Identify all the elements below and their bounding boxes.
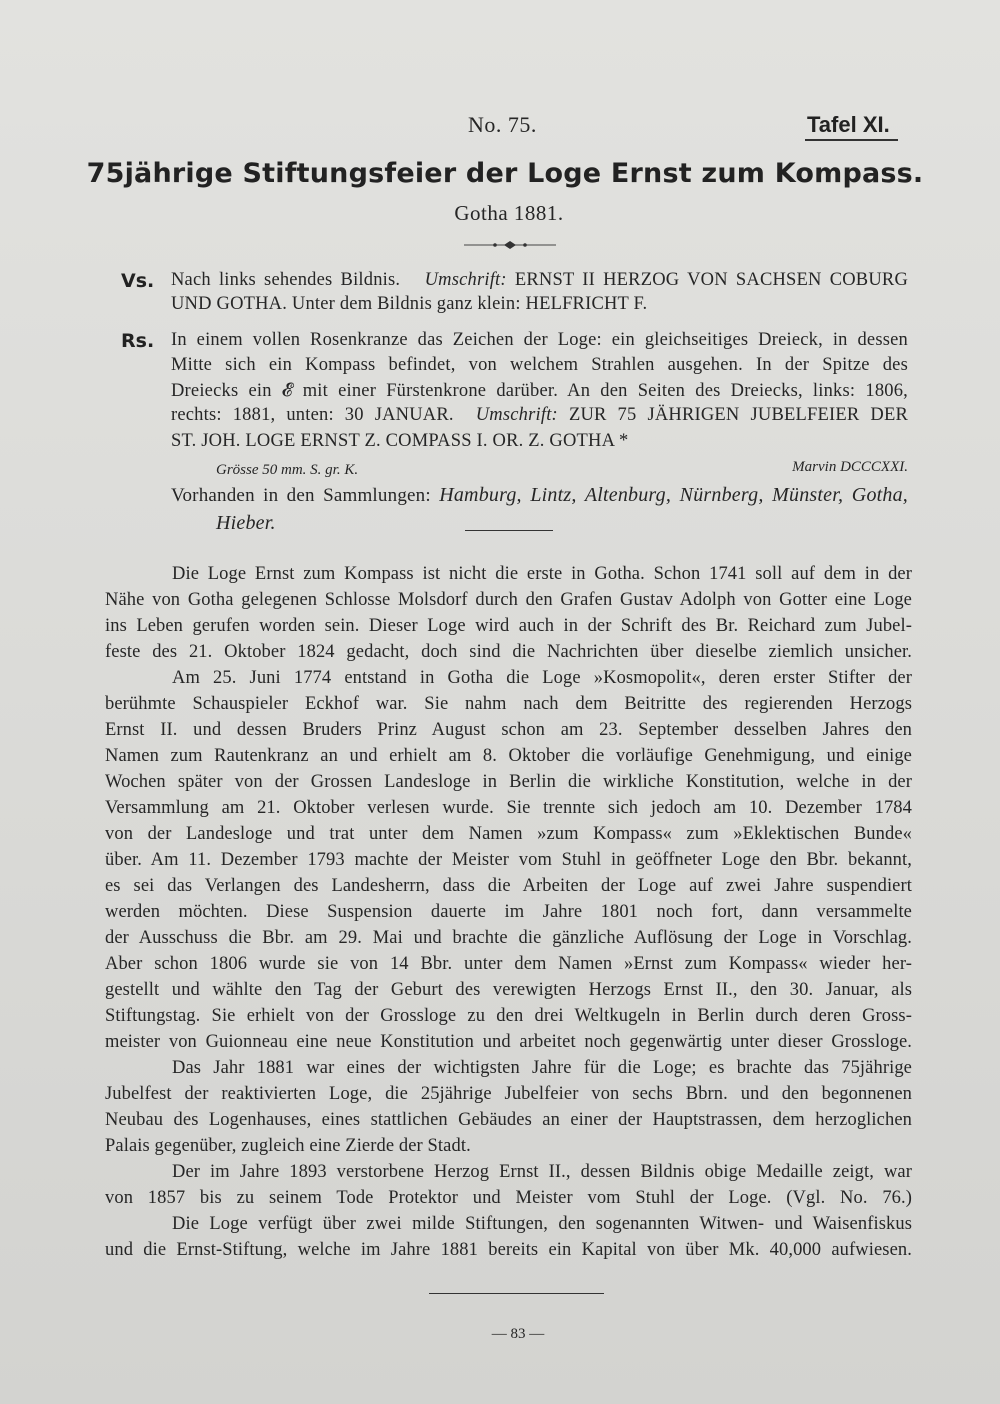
body-line: Stiftungstag. Sie erhielt von der Grossloge zu den drei Weltkugeln in Berlin durch deren Gross- <box>105 1006 912 1026</box>
legend-text: ZUR 75 JÄHRIGEN JUBELFEIER DER <box>568 405 909 425</box>
obverse-label: Vs. <box>121 270 155 292</box>
obverse-line <box>171 270 908 291</box>
body-line: berühmte Schauspieler Eckhof war. Sie nahm nach dem Beitritte des regierenden Herzogs <box>105 694 912 714</box>
body-line: Ernst II. und dessen Bruders Prinz August schon am 23. September desselben Jahres den <box>105 720 912 740</box>
body-line: Nähe von Gotha gelegenen Schlosse Molsdorf durch den Grafen Gustav Adolph von Gotter eine Loge <box>105 590 912 610</box>
body-line: Neubau des Logenhauses, eines stattlichen Gebäudes an einer der Hauptstrassen, dem herzoglichen <box>105 1110 912 1130</box>
reverse-line: ST. JOH. LOGE ERNST Z. COMPASS I. OR. Z. GOTHA * <box>171 431 629 451</box>
legend-text: ERNST II HERZOG VON SACHSEN COBURG <box>514 270 909 290</box>
ornament-divider <box>464 238 556 252</box>
page-title: 75jährige Stiftungsfeier der Loge Ernst zum Kompass. <box>86 158 924 189</box>
reverse-line: Dreiecks ein 𝓔 mit einer Fürstenkrone darüber. An den Seiten des Dreiecks, links: 1806, <box>171 381 908 401</box>
obverse-text: Nach links sehendes Bildnis. <box>171 270 401 290</box>
end-rule <box>429 1293 604 1294</box>
body-line: von der Landesloge und trat unter dem Namen »zum Kompass« zum »Eklektischen Bunde« <box>105 824 912 844</box>
body-line: ins Leben gerufen worden sein. Dieser Loge wird auch in der Schrift des Br. Reichard zum Jubel- <box>105 616 912 636</box>
body-line: feste des 21. Oktober 1824 gedacht, doch sind die Nachrichten über dieselbe ziemlich unsicher. <box>105 642 912 662</box>
collections-places: Hamburg, Lintz, Altenburg, Nürnberg, Münster, Gotha, <box>439 484 909 506</box>
collections-line-2: Hieber. <box>216 512 276 534</box>
obverse-line: UND GOTHA. Unter dem Bildnis ganz klein: HELFRICHT F. <box>171 294 648 314</box>
collections-line <box>171 484 908 507</box>
body-line: Versammlung am 21. Oktober verlesen wurde. Sie trennte sich jedoch am 10. Dezember 1784 <box>105 798 912 818</box>
body-line: Namen zum Rautenkranz an und erhielt am 8. Oktober die vorläufige Genehmigung, und einige <box>105 746 912 766</box>
body-line: der Ausschuss die Bbr. am 29. Mai und brachte die gänzliche Auflösung der Loge in Vorschlag. <box>105 928 912 948</box>
body-line: es sei das Verlangen des Landesherrn, dass die Arbeiten der Loge auf zwei Jahre suspendiert <box>105 876 912 896</box>
reference-note: Marvin DCCCXXI. <box>792 459 908 475</box>
page-number: — 83 — <box>491 1326 545 1342</box>
body-line: Das Jahr 1881 war eines der wichtigsten Jahre für die Loge; es brachte das 75jährige <box>172 1058 912 1078</box>
body-line: Der im Jahre 1893 verstorbene Herzog Ernst II., dessen Bildnis obige Medaille zeigt, war <box>172 1162 912 1182</box>
reverse-label: Rs. <box>121 330 155 352</box>
body-line: Die Loge verfügt über zwei milde Stiftungen, den sogenannten Witwen- und Waisenfiskus <box>172 1214 912 1234</box>
body-line: Wochen später von der Grossen Landesloge in Berlin die wirkliche Konstitution, welche in der <box>105 772 912 792</box>
reverse-text: rechts: 1881, unten: 30 JANUAR. <box>171 405 454 425</box>
reverse-line: In einem vollen Rosenkranze das Zeichen der Loge: ein gleichseitiges Dreieck, in dessen <box>171 330 908 350</box>
collections-label: Vorhanden in den Sammlungen: <box>171 485 431 506</box>
page-subtitle: Gotha 1881. <box>454 201 564 225</box>
size-note: Grösse 50 mm. S. gr. K. <box>216 462 359 478</box>
plate-number: Tafel XI. <box>805 112 898 141</box>
body-line: gestellt und wählte den Tag der Geburt des verewigten Herzogs Ernst II., den 30. Januar, als <box>105 980 912 1000</box>
body-line: meister von Guionneau eine neue Konstitution und arbeitet noch gegenwärtig unter dieser Grossloge. <box>105 1032 912 1052</box>
body-line: werden möchten. Diese Suspension dauerte im Jahre 1801 noch fort, dann versammelte <box>105 902 912 922</box>
reverse-line: Mitte sich ein Kompass befindet, von welchem Strahlen ausgehen. In der Spitze des <box>171 355 908 375</box>
body-line: Jubelfest der reaktivierten Loge, die 25jährige Jubelfeier von sechs Bbrn. und den begonnenen <box>105 1084 912 1104</box>
body-line: über. Am 11. Dezember 1793 machte der Meister vom Stuhl in geöffneter Loge den Bbr. bekannt, <box>105 850 912 870</box>
legend-label: Umschrift: <box>475 405 558 425</box>
body-line: und die Ernst-Stiftung, welche im Jahre 1881 bereits ein Kapital von über Mk. 40,000 aufwiesen. <box>105 1240 912 1260</box>
catalogue-number: No. 75. <box>468 112 537 137</box>
reverse-line <box>171 405 908 426</box>
section-rule <box>465 530 553 531</box>
body-line: Am 25. Juni 1774 entstand in Gotha die Loge »Kosmopolit«, deren erster Stifter der <box>172 668 912 688</box>
body-line: von 1857 bis zu seinem Tode Protektor und Meister vom Stuhl der Loge. (Vgl. No. 76.) <box>105 1188 912 1208</box>
body-line: Aber schon 1806 wurde sie von 14 Bbr. unter dem Namen »Ernst zum Kompass« wieder her- <box>105 954 912 974</box>
body-line: Die Loge Ernst zum Kompass ist nicht die erste in Gotha. Schon 1741 soll auf dem in der <box>172 564 912 584</box>
legend-label: Umschrift: <box>424 270 507 290</box>
body-line: Palais gegenüber, zugleich eine Zierde der Stadt. <box>105 1136 471 1156</box>
